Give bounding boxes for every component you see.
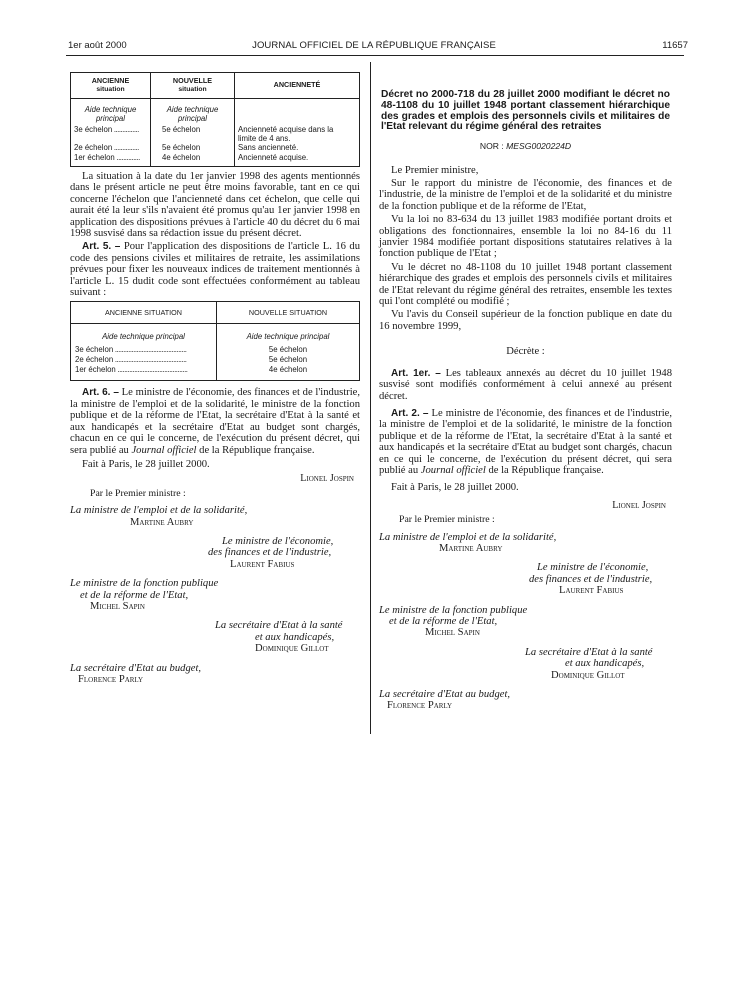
table-col-new: Aide technique principal 5e échelon 5e échelon 4e échelon [217, 324, 360, 381]
page-number: 11657 [662, 40, 688, 51]
visa-report: Sur le rapport du ministre de l'économie, des finances et de l'industrie, de la ministre de l'emploi et de la solidarité et du ministre de la fonction publique et de la réforme de l'Etat, [379, 178, 672, 212]
visa-law: Vu la loi no 83-634 du 13 juillet 1983 modifiée portant droits et obligations des fonctionnaires, ensemble la loi no 84-16 du 11 janvier 1984 modifiée portant dispositions statutaires relatives à la fonction publique de l'Etat ; [379, 214, 672, 260]
signatory-5: La secrétaire d'Etat au budget, Florence Parly [379, 689, 511, 712]
table-col-new: Aide technique principal 5e échelon 5e échelon 4e échelon [151, 99, 235, 167]
journal-title: JOURNAL OFFICIEL DE LA RÉPUBLIQUE FRANÇAISE [252, 40, 496, 51]
decree-title: Décret no 2000-718 du 28 juillet 2000 modifiant le décret no 48-1108 du 10 juillet 1948 portant classement hiérarchique des grades et emplois des personnels civils et militaires de l'Etat relevant du régime général des retraites [381, 89, 670, 133]
article-1: Art. 1er. – Les tableaux annexés au décret du 10 juillet 1948 susvisé sont modifiés conformément à celui annexé au présent décret. [379, 367, 672, 402]
place-date: Fait à Paris, le 28 juillet 2000. [82, 458, 210, 470]
signatory-2: Le ministre de l'économie, des finances et de l'industrie, Laurent Fabius [529, 562, 653, 597]
decrete-label: Décrète : [506, 346, 545, 358]
signature-pm: Lionel Jospin [612, 499, 666, 511]
article-5: Art. 5. – Pour l'application des dispositions de l'article L. 16 du code des pensions civiles et militaires de retraite, les assimilations prévues pour fixer les nouveaux indices de traitement mentionnés à l'article L. 15 dudit code sont effectuées conformément au tableau suivant : [70, 241, 361, 299]
signatory-1: La ministre de l'emploi et de la solidarité, Martine Aubry [70, 505, 248, 528]
article-6: Art. 6. – Le ministre de l'économie, des finances et de l'industrie, la ministre de l'emploi et de la solidarité, le ministre de la fonction publique et de la réforme de l'Etat, la secrétaire d'Etat à la santé et aux handicapés et la secrétaire d'Etat au budget sont chargés, chacun en ce qui le concerne, de l'exécution du présent décret, qui sera publié au Journal officiel de la République française. [70, 387, 360, 456]
column-divider [370, 62, 371, 734]
signatory-4: La secrétaire d'Etat à la santé et aux handicapés, Dominique Gillot [525, 646, 653, 681]
table-header-old: ANCIENNE SITUATION [71, 302, 217, 324]
visa-decree: Vu le décret no 48-1108 du 10 juillet 1948 portant classement hiérarchique des grades et emplois des personnels civils et militaires de l'Etat relevant du régime général des retraites, ensemble les textes qui l'ont complété ou modifié ; [379, 261, 672, 308]
table-row: 1er échelon .......................................... [75, 365, 188, 375]
by-pm-label: Par le Premier ministre : [90, 487, 186, 499]
signatory-4: La secrétaire d'Etat à la santé et aux handicapés, Dominique Gillot [215, 620, 343, 655]
table-col-old: Aide technique principal 3e échelon ............... 2e échelon ............... 1er échelon .............. [71, 99, 151, 167]
table-col-seniority: Ancienneté acquise dans la limite de 4 ans. Sans ancienneté. Ancienneté acquise. [235, 99, 360, 167]
visa-council: Vu l'avis du Conseil supérieur de la fonction publique en date du 16 novembre 1999, [379, 309, 672, 332]
place-date: Fait à Paris, le 28 juillet 2000. [391, 482, 519, 494]
paragraph-situation: La situation à la date du 1er janvier 1998 des agents mentionnés dans le présent article ne peut être moins favorable, tant en ce qui concerne l'échelon que l'ancienneté dans cet échelon, que celle qui aurait été la leur s'ils n'avaient été promus qu'au 1er janvier 1998 en application des dispositions prévues à l'article 40 du décret du 6 mai 1998 susvisé dans sa rédaction issue du présent décret. [70, 171, 360, 240]
article-2: Art. 2. – Le ministre de l'économie, des finances et de l'industrie, la ministre de l'emploi et de la solidarité, le ministre de la fonction publique et de la réforme de l'Etat, la secrétaire d'Etat à la santé et aux handicapés et la secrétaire d'Etat au budget sont chargés, chacun en ce qui le concerne, de l'exécution du présent décret, qui sera publié au Journal officiel de la République française. [379, 407, 672, 476]
table-header-old: ANCIENNE situation [71, 73, 151, 99]
signatory-3: Le ministre de la fonction publique et de la réforme de l'Etat, Michel Sapin [70, 578, 219, 612]
table-header-new: NOUVELLE situation [151, 73, 235, 99]
left-column [70, 72, 360, 685]
table-header-new: NOUVELLE SITUATION [217, 302, 360, 324]
signatory-1: La ministre de l'emploi et de la solidarité, Martine Aubry [379, 531, 557, 554]
pension-table [70, 301, 360, 381]
signatory-5: La secrétaire d'Etat au budget, Florence Parly [70, 662, 202, 685]
by-pm-label: Par le Premier ministre : [399, 514, 495, 526]
table-row: 3e échelon ........................................... [75, 345, 187, 355]
signatory-3: Le ministre de la fonction publique et de la réforme de l'Etat, Michel Sapin [379, 604, 528, 639]
table-row: 3e échelon ............... [74, 125, 139, 134]
signature-pm: Lionel Jospin [300, 473, 354, 485]
table-row: 2e échelon ........................................... [75, 355, 187, 365]
pm-intro: Le Premier ministre, [391, 164, 479, 176]
classification-table [70, 72, 360, 167]
header-rule [66, 55, 684, 56]
table-row: 1er échelon .............. [74, 153, 140, 162]
table-col-old: Aide technique principal 3e échelon ........................................... 2e échelon ........................................... 1er échelon .......................................... [71, 324, 217, 381]
table-row: 2e échelon ............... [74, 143, 139, 152]
table-header-seniority: ANCIENNETÉ [235, 73, 360, 99]
nor-reference: NOR : MESG0020224D [479, 141, 572, 152]
right-column [379, 90, 672, 712]
signatory-2: Le ministre de l'économie, des finances et de l'industrie, Laurent Fabius [208, 535, 334, 570]
header-date: 1er août 2000 [68, 40, 127, 51]
